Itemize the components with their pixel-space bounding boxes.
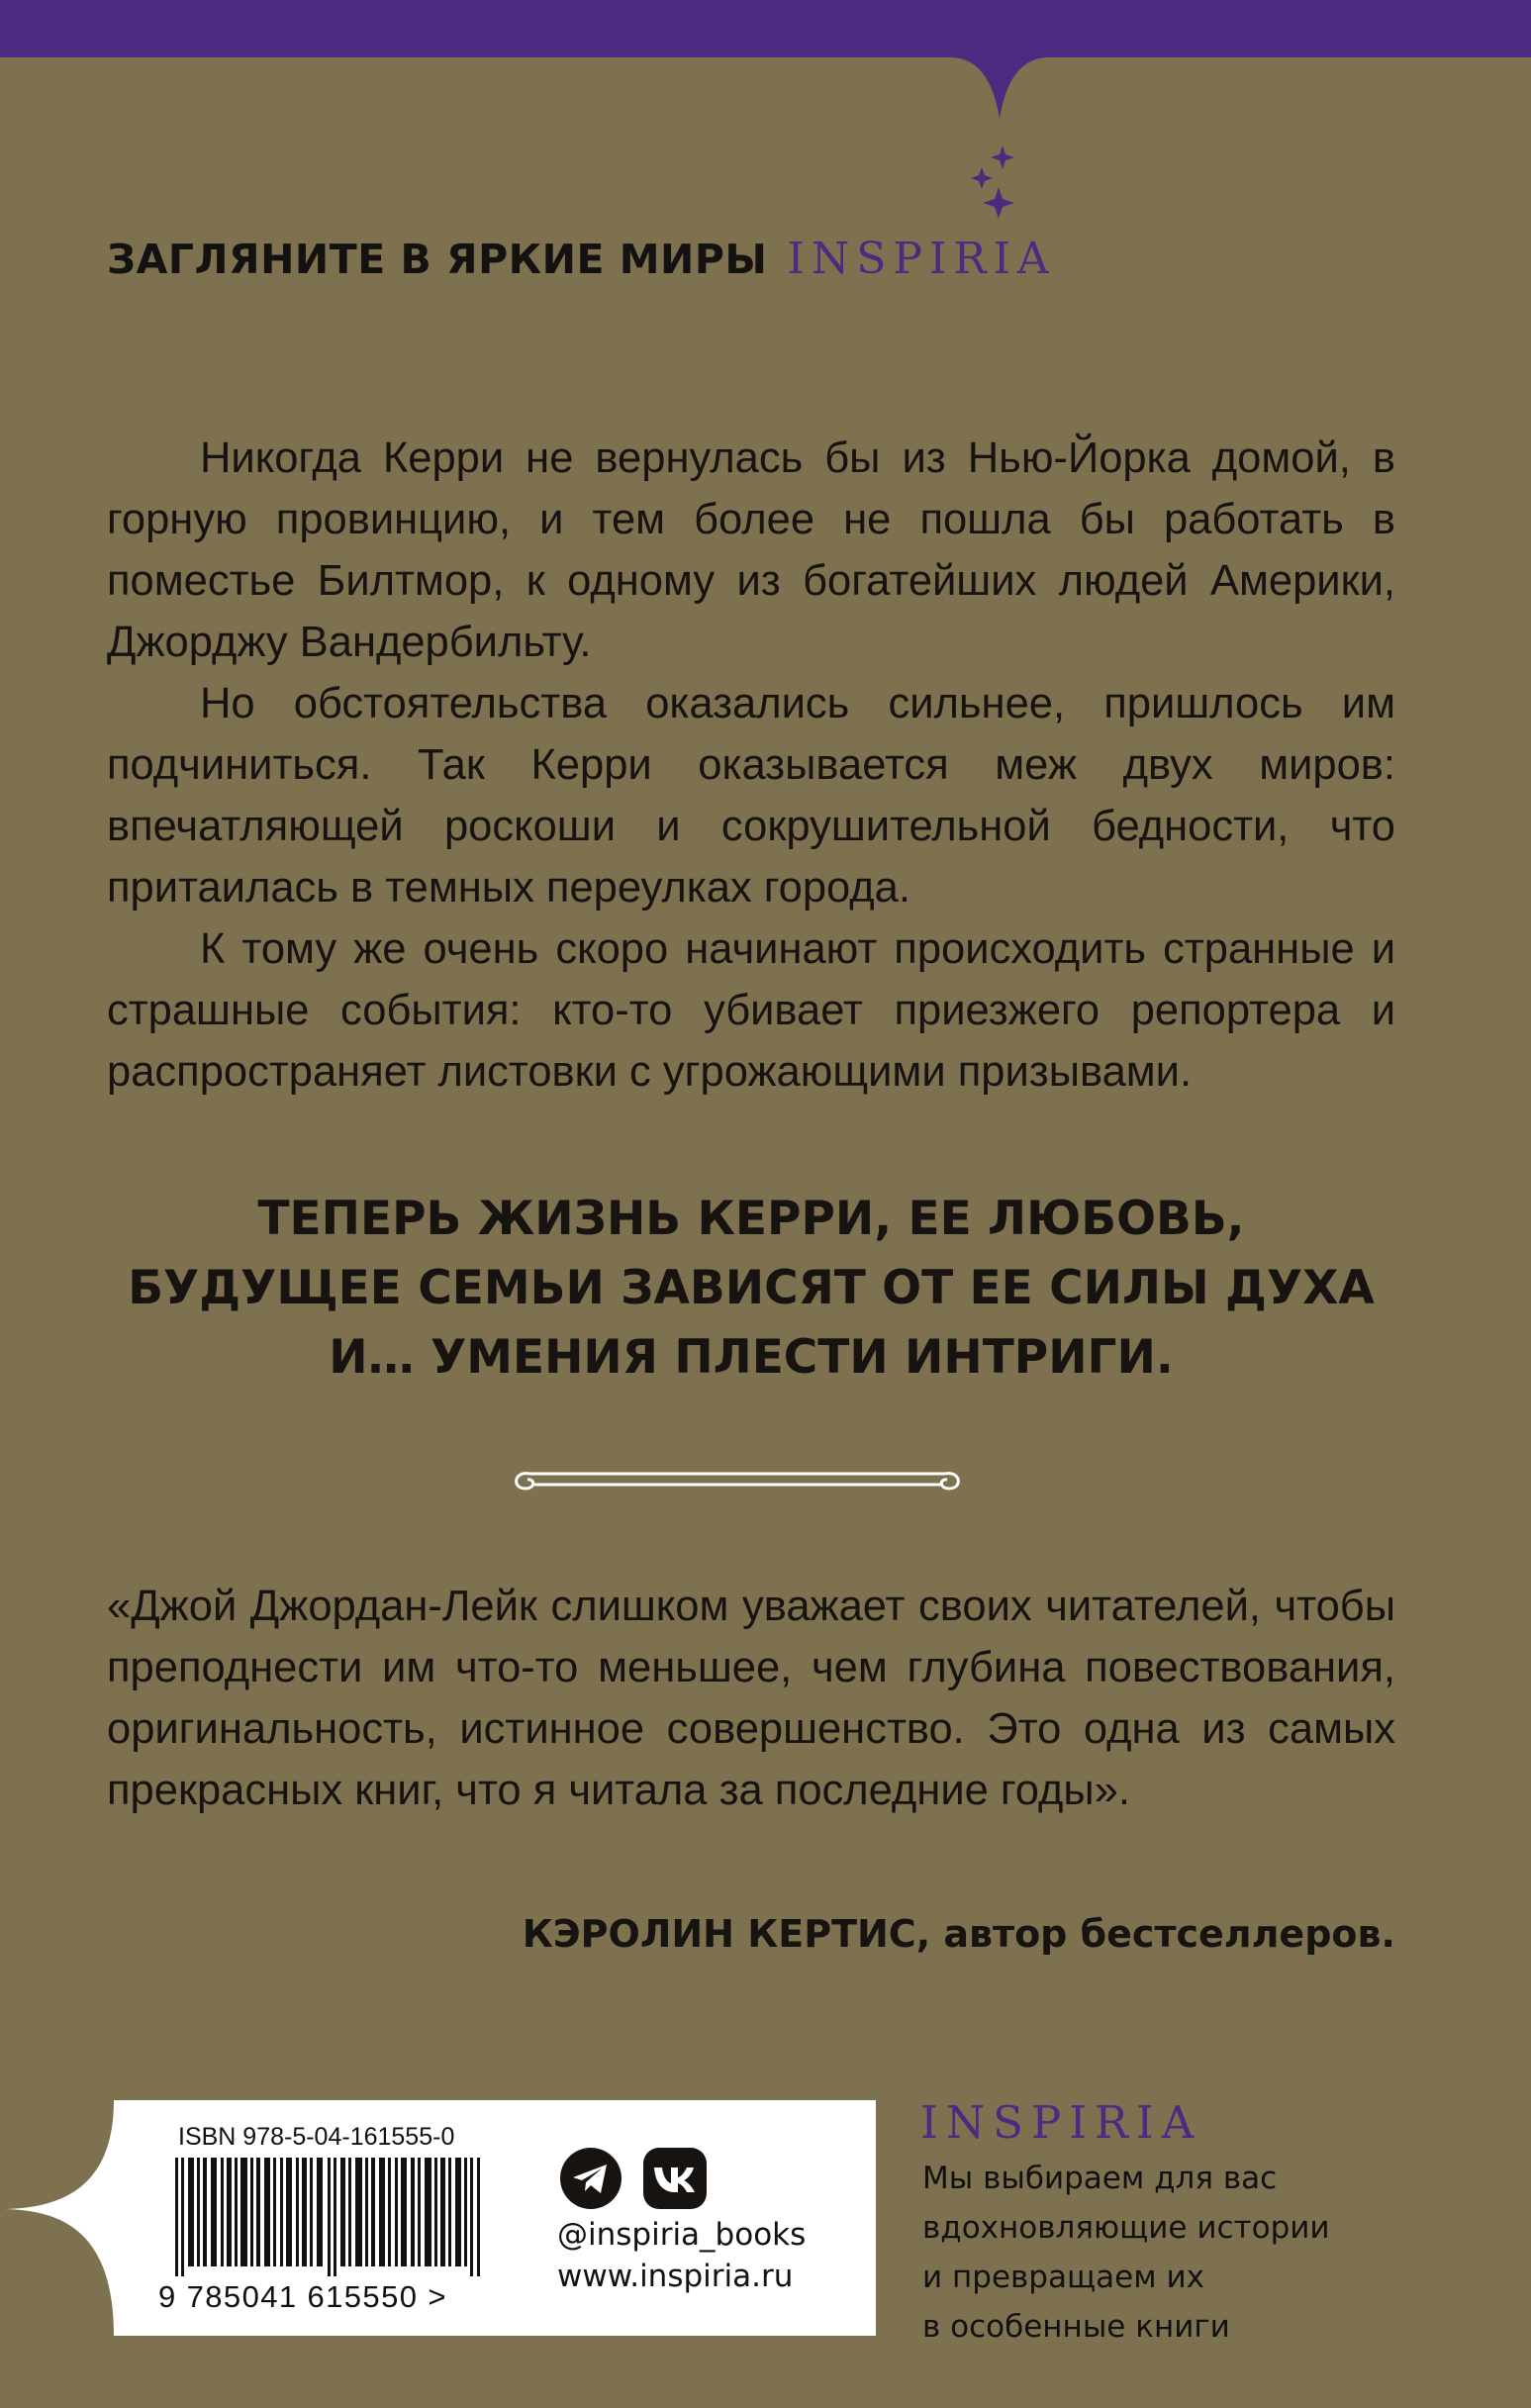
- synopsis: [107, 428, 1395, 1103]
- isbn-number: ISBN 978-5-04-161555-0: [178, 2123, 455, 2151]
- header-brand-logo: INSPIRIA: [787, 234, 1056, 284]
- tagline-line: И… УМЕНИЯ ПЛЕСТИ ИНТРИГИ.: [329, 1330, 1174, 1385]
- header-title: ЗАГЛЯНИТЕ В ЯРКИЕ МИРЫ: [107, 236, 768, 283]
- tagline: [107, 1185, 1395, 1393]
- top-color-band: [0, 0, 1531, 57]
- header: [107, 230, 1056, 289]
- ornament-divider-icon: [510, 1463, 965, 1496]
- description-line: Мы выбираем для вас: [922, 2161, 1278, 2196]
- bookmark-notch-decoration: [950, 49, 1049, 119]
- synopsis-paragraph: Но обстоятельства оказались сильнее, пришлось им подчиниться. Так Керри оказывается меж двух миров: впечатляющей роскоши и сокрушительной бедности, что притаилась в темных переулках города.: [107, 680, 1395, 912]
- website-link[interactable]: www.inspiria.ru: [557, 2259, 794, 2294]
- tagline-line: ТЕПЕРЬ ЖИЗНЬ КЕРРИ, ЕЕ ЛЮБОВЬ,: [257, 1192, 1245, 1246]
- publisher-brand-logo: INSPIRIA: [920, 2096, 1202, 2149]
- description-line: и превращаем их: [922, 2260, 1204, 2295]
- vk-icon[interactable]: [643, 2148, 707, 2209]
- synopsis-paragraph: Никогда Керри не вернулась бы из Нью-Йорка домой, в горную провинцию, и тем более не пошла бы работать в поместье Билтмор, к одному из богатейших людей Америки, Джорджу Вандербильту.: [107, 434, 1395, 666]
- quote-text: «Джой Джордан-Лейк слишком уважает своих читателей, чтобы преподнести им что-то меньшее, чем глубина повествования, оригинальность, истинное совершенство. Это одна из самых прекрасных книг, что я читала за последние годы».: [107, 1583, 1395, 1814]
- telegram-icon[interactable]: [560, 2148, 622, 2209]
- description-line: вдохновляющие истории: [922, 2210, 1330, 2246]
- barcode-icon: [173, 2158, 490, 2276]
- sparkle-stars-icon: [965, 144, 1024, 223]
- publisher-description: [922, 2154, 1417, 2352]
- quote-attribution: КЭРОЛИН КЕРТИС, автор бестселлеров.: [522, 1912, 1395, 1956]
- description-line: в особенные книги: [922, 2309, 1230, 2345]
- barcode-digits: 9 785041 615550 >: [158, 2279, 447, 2314]
- social-handle-link[interactable]: @inspiria_books: [557, 2217, 807, 2253]
- review-quote: [107, 1576, 1395, 1821]
- synopsis-paragraph: К тому же очень скоро начинают происходить странные и страшные события: кто-то убивает приезжего репортера и распространяет листовки с угрожающими призывами.: [107, 925, 1395, 1096]
- tagline-line: БУДУЩЕЕ СЕМЬИ ЗАВИСЯТ ОТ ЕЕ СИЛЫ ДУХА: [128, 1261, 1375, 1315]
